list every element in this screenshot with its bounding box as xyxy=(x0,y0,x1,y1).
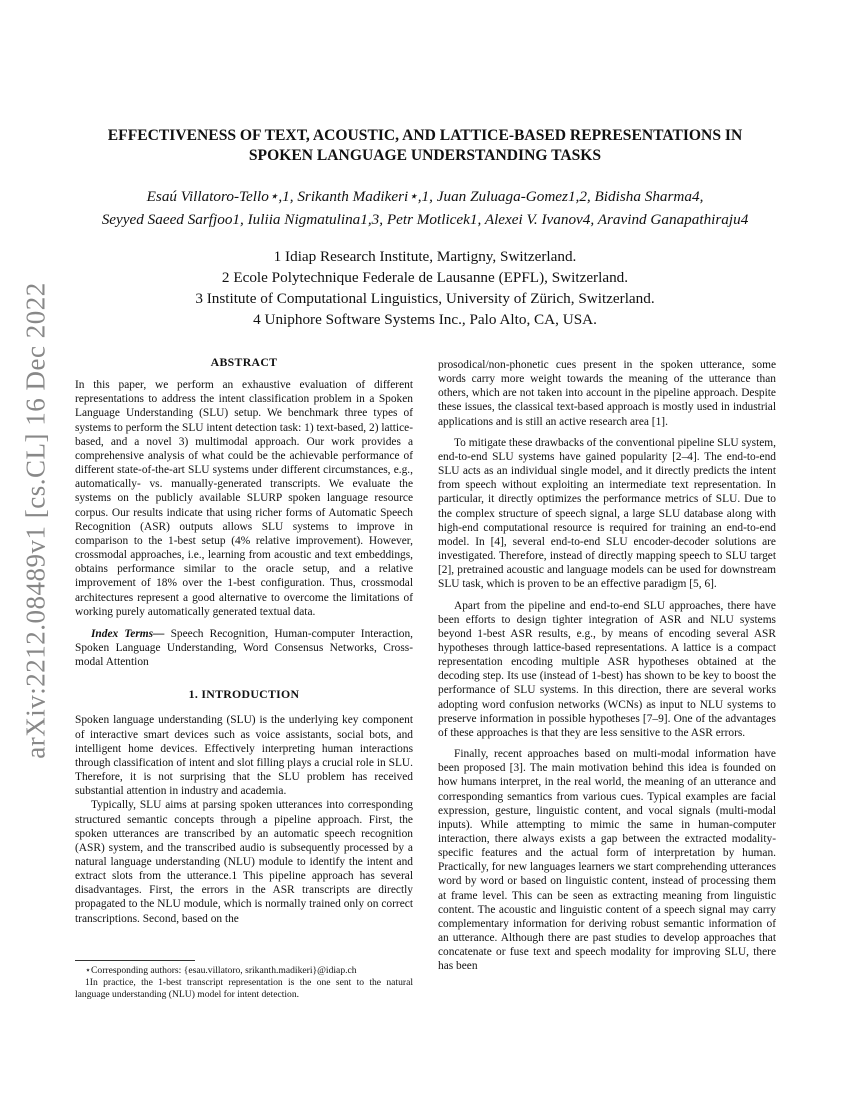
footnote-rule xyxy=(75,960,195,961)
intro-paragraph-2: Typically, SLU aims at parsing spoken utterances into corresponding structured semantic concepts through a pipeline approach. First, the spoken utterances are transcribed by an automatic speech recognition (ASR) system, and the transcribed audio is subsequently processed by a natural language understanding (NLU) module to identify the intent and extract slots from the utterance.1 This pipeline approach has several disadvantages. First, the errors in the ASR transcripts are directly propagated to the NLU module, which is normally trained only on correct transcriptions. Second, based on the xyxy=(75,799,413,925)
author-list xyxy=(60,185,790,231)
affiliations xyxy=(100,246,750,330)
affiliation-1: 1 Idiap Research Institute, Martigny, Switzerland. xyxy=(273,248,577,265)
right-paragraph-1: prosodical/non-phonetic cues present in the spoken utterance, some words carry more weight towards the meaning of the utterance than others, which are not taken into account in the pipeline approach. Despite these issues, the classical text-based approach is mostly used in industrial applications and is still an active research area [1]. xyxy=(438,359,776,428)
index-terms-label: Index Terms— xyxy=(91,627,165,640)
right-paragraph-3: Apart from the pipeline and end-to-end SLU approaches, there have been efforts to design tighter integration of ASR and NLU systems beyond 1-best ASR results, e.g., by means of encoding several ASR hypotheses through lattice-based representations. A lattice is a compact representation encoding multiple ASR hypotheses obtained at the decoding step. Its use (instead of 1-best) has shown to be key to boost the performance of SLU systems. In this direction, there are several works adopting word confusion networks (WCNs) as input to NLU systems to preserve information in possible hypotheses [7–9]. One of the advantages of these approaches is that they are less sensitive to the ASR errors. xyxy=(438,599,776,739)
affiliation-3: 3 Institute of Computational Linguistics, University of Zürich, Switzerland. xyxy=(195,290,655,307)
authors-line-2: Seyyed Saeed Sarfjoo1, Iuliia Nigmatulina1,3, Petr Motlicek1, Alexei V. Ivanov4, Aravind Ganapathiraju4 xyxy=(101,211,749,228)
right-column xyxy=(438,358,776,974)
affiliation-2: 2 Ecole Polytechnique Federale de Lausanne (EPFL), Switzerland. xyxy=(221,269,629,286)
title-line-2: SPOKEN LANGUAGE UNDERSTANDING TASKS xyxy=(248,147,602,164)
abstract-heading: ABSTRACT xyxy=(210,355,278,369)
authors-line-1: Esaú Villatoro-Tello⋆,1, Srikanth Madikeri⋆,1, Juan Zuluaga-Gomez1,2, Bidisha Sharma4, xyxy=(146,188,704,205)
right-paragraph-4: Finally, recent approaches based on multi-modal information have been proposed [3]. The main motivation behind this idea is founded on how humans interpret, in the real world, the meaning of an utterance and corresponding semantics from various cues. Typical examples are facial expression, gesture, linguistic content, and vocal signals (multi-modal inputs). While attempting to mimic the same in human-computer interaction, there always exists a gap between the extracted modality-specific features and the actual form of interpretation by human. Practically, for new languages learners we start comprehending utterances word by word or based on linguistic content, instead of processing them at frame level. This can be seen as extracting meaning from linguistic content. The acoustic and linguistic content of a speech signal may carry complementary information for deriving robust semantic information of an utterance. Although there are past studies to develop approaches that concatenate or fuse text and speech modality for improving SLU, there has been xyxy=(438,748,776,973)
introduction-heading: 1. INTRODUCTION xyxy=(188,687,300,702)
index-terms xyxy=(75,627,413,669)
title-line-1: EFFECTIVENESS OF TEXT, ACOUSTIC, AND LATTICE-BASED REPRESENTATIONS IN xyxy=(107,127,743,144)
paper-title xyxy=(70,126,780,166)
right-paragraph-2: To mitigate these drawbacks of the conventional pipeline SLU system, end-to-end SLU systems have gained popularity [2–4]. The end-to-end SLU acts as an individual single model, and it directly predicts the intent from speech without exploiting an intermediate text representation. In particular, it directly optimizes the performance metrics of SLU. Due to the complex structure of speech signal, a large SLU database along with high-end computational resource is required for training an end-to-end model. In [4], several end-to-end SLU encoder-decoder solutions are investigated. Therefore, instead of directly mapping speech to SLU target [2], pretrained acoustic and language models can be used for downstream SLU task, which is proven to be an effective paradigm [5, 6]. xyxy=(438,436,776,591)
footnote-corresponding: ⋆Corresponding authors: {esau.villatoro, srikanth.madikeri}@idiap.ch xyxy=(85,965,357,976)
arxiv-stamp-container xyxy=(10,281,62,759)
arxiv-stamp: arXiv:2212.08489v1 [cs.CL] 16 Dec 2022 xyxy=(20,281,51,759)
footnote-1: 1In practice, the 1-best transcript representation is the one sent to the natural language understanding (NLU) model for intent detection. xyxy=(75,977,413,1000)
footnotes xyxy=(75,960,413,1001)
index-terms-text: Speech Recognition, Human-computer Interaction, Spoken Language Understanding, Word Consensus Networks, Cross-modal Attention xyxy=(75,627,413,669)
affiliation-4: 4 Uniphore Software Systems Inc., Palo Alto, CA, USA. xyxy=(253,311,597,328)
left-column xyxy=(75,355,413,926)
intro-paragraph-1: Spoken language understanding (SLU) is the underlying key component of interactive smart devices such as voice assistants, social bots, and intelligent home devices. Effectively interpreting human interactions through classification of intent and slot filling plays a crucial role in SLU. Therefore, it is not surprising that the SLU problem has received substantial attention in industry and academia. xyxy=(75,714,413,798)
abstract-text: In this paper, we perform an exhaustive evaluation of different representations to address the intent classification problem in a Spoken Language Understanding (SLU) setup. We benchmark three types of systems to perform the SLU intent detection task: 1) text-based, 2) lattice-based, and a novel 3) multimodal approach. Our work provides a comprehensive analysis of what could be the achievable performance of different state-of-the-art SLU systems under different circumstances, e.g., automatically- vs. manually-generated transcripts. We evaluate the systems on the publicly available SLURP spoken language resource corpus. Our results indicate that using richer forms of Automatic Speech Recognition (ASR) outputs allows SLU systems to improve in comparison to the 1-best setup (4% relative improvement). However, crossmodal approaches, i.e., learning from acoustic and text embeddings, obtains performance similar to the oracle setup, and a relative improvement of 18% over the 1-best configuration. Thus, crossmodal architectures represent a good alternative to overcome the limitations of working purely automatically generated textual data. xyxy=(75,379,413,618)
